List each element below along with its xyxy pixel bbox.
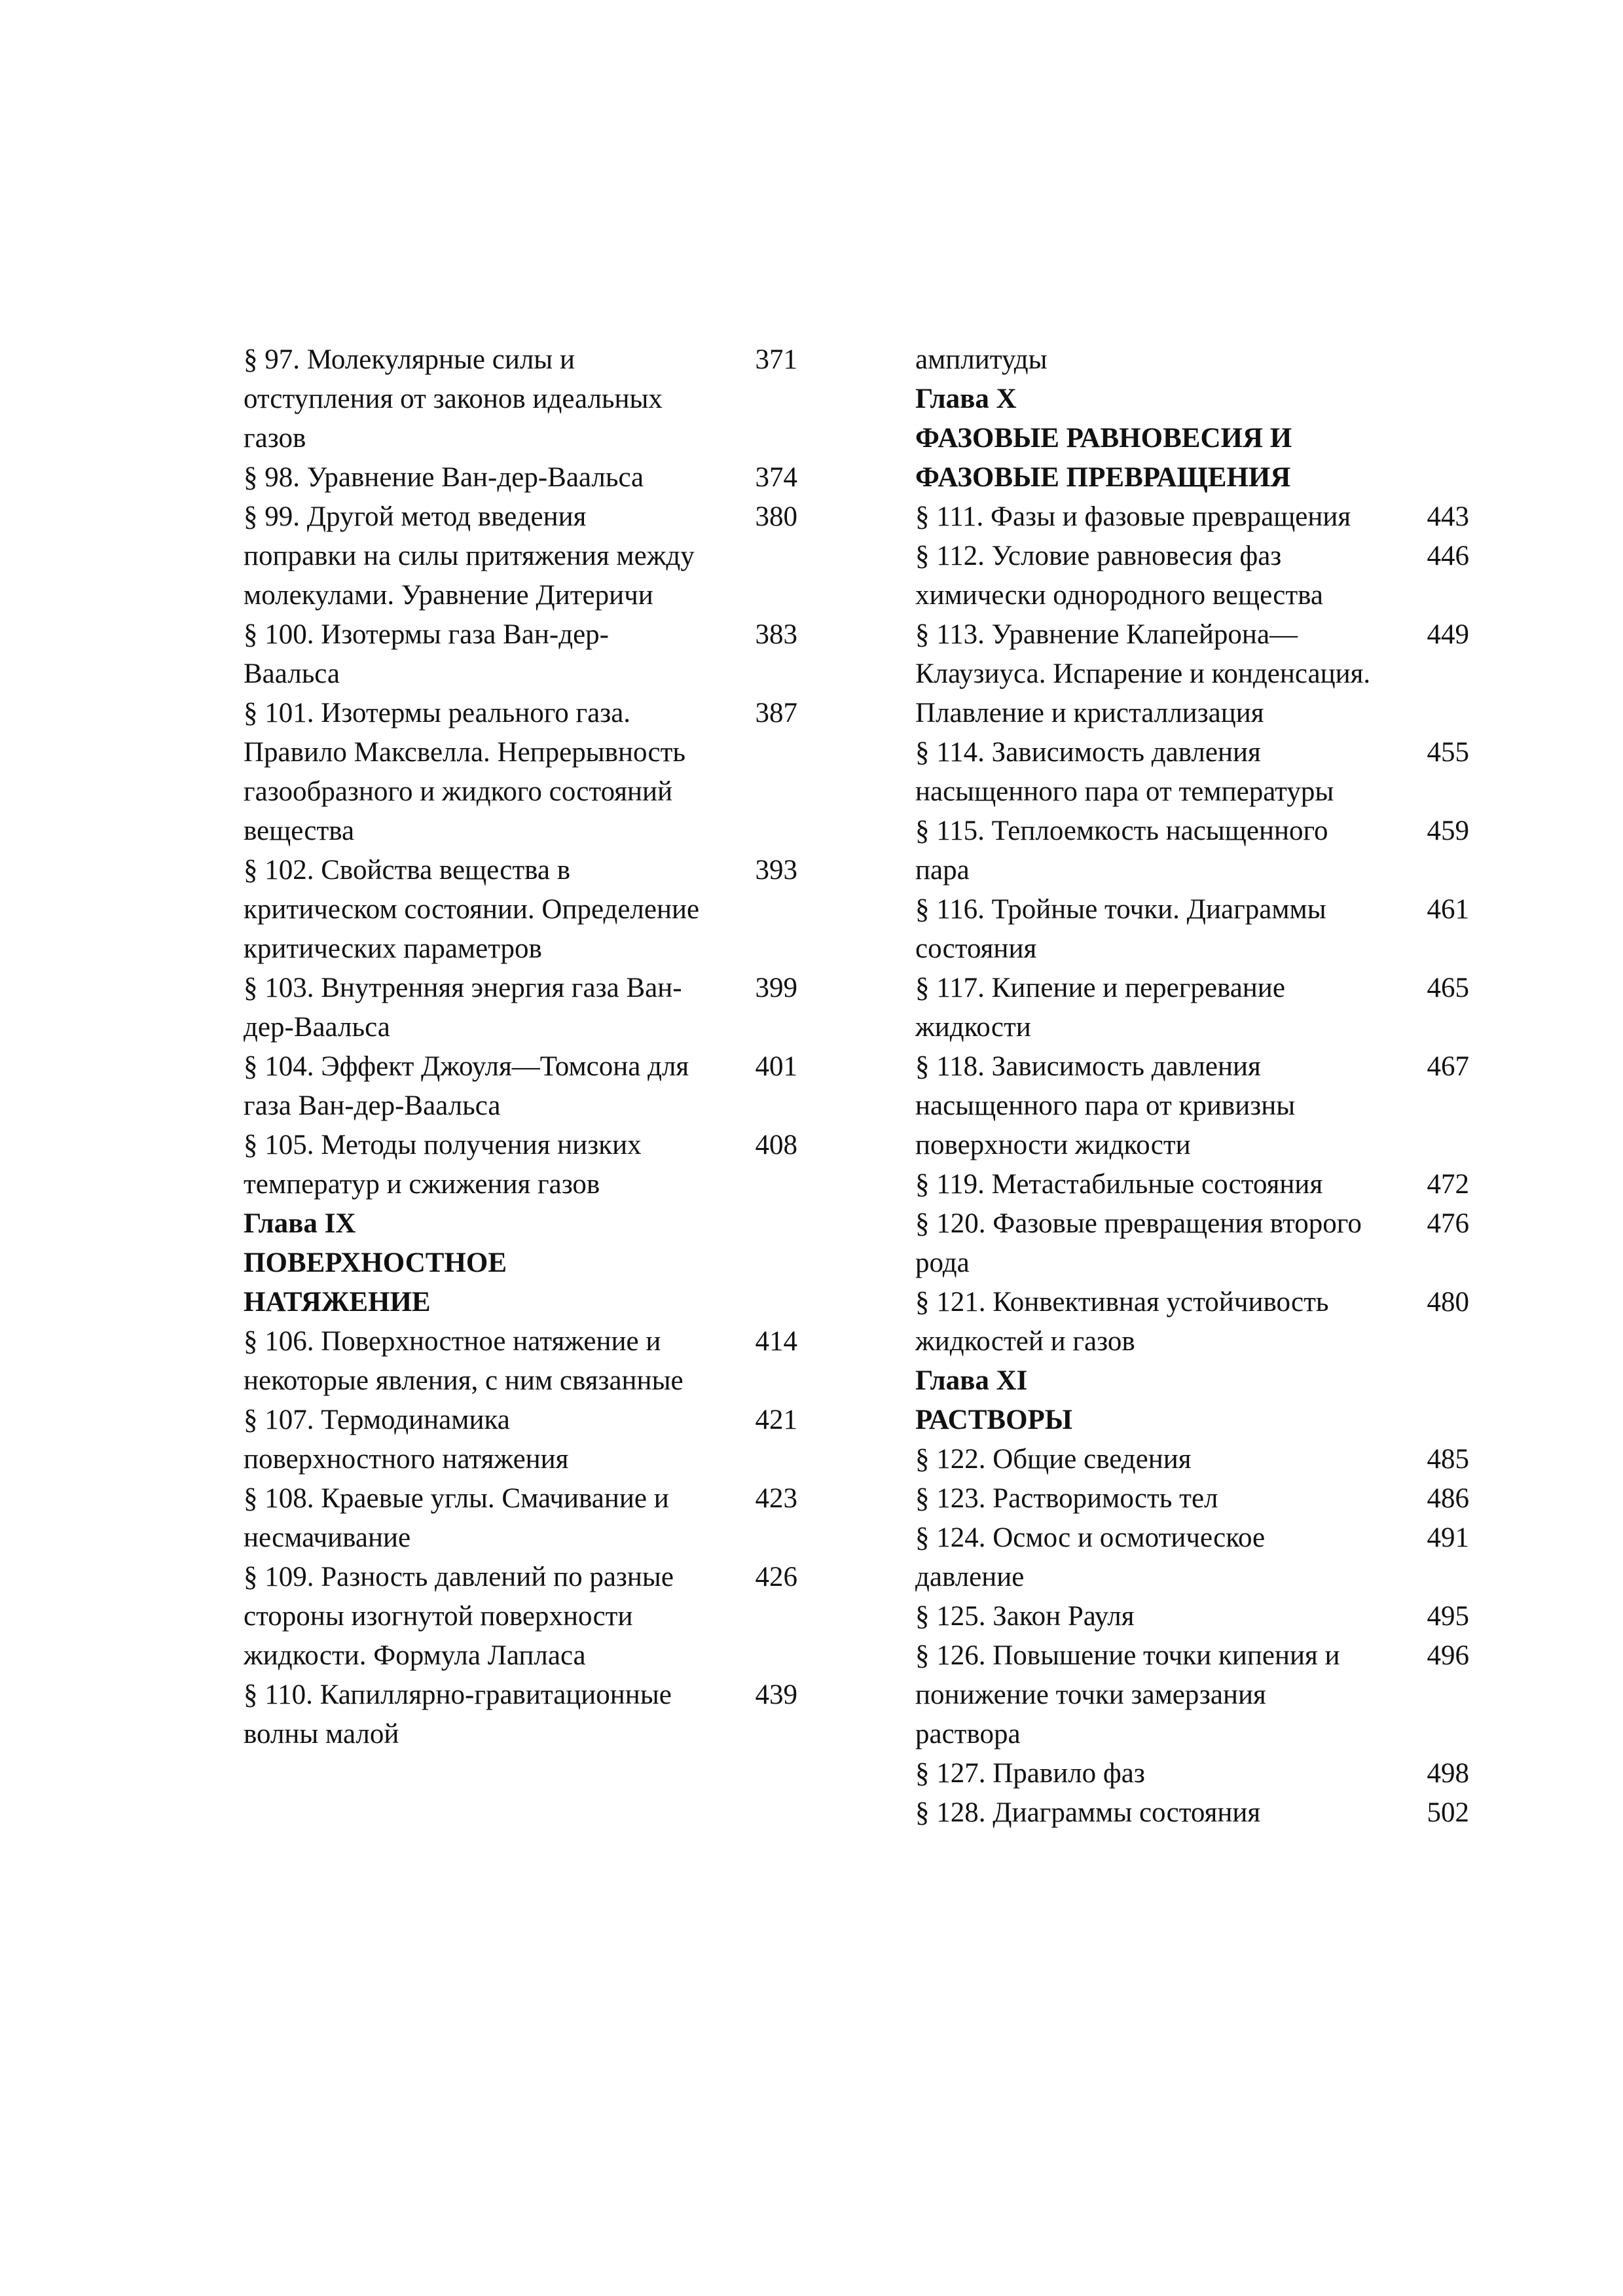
toc-entry <box>244 851 797 969</box>
toc-entry <box>915 615 1469 733</box>
toc-entry-title: § 121. Конвективная устойчивость жидкостей и газов <box>915 1287 1329 1357</box>
toc-entry-page-number: 408 <box>755 1130 797 1160</box>
toc-entry-title: § 102. Свойства вещества в критическом состоянии. Определение критических параметров <box>244 855 700 964</box>
toc-entry-page-number: 423 <box>755 1483 797 1514</box>
toc-entry-title: § 122. Общие сведения <box>915 1444 1192 1475</box>
toc-entry-title: § 104. Эффект Джоуля—Томсона для газа Ван-дер-Ваальса <box>244 1051 689 1121</box>
toc-entry-page-number: 414 <box>755 1326 797 1357</box>
toc-column-left <box>244 340 797 1754</box>
toc-entry <box>915 1204 1469 1283</box>
toc-entry-title: § 127. Правило фаз <box>915 1758 1145 1789</box>
toc-entry <box>915 497 1469 537</box>
toc-chapter-title: Глава X <box>915 384 1017 414</box>
toc-entry-title: § 115. Теплоемкость насыщенного пара <box>915 816 1328 886</box>
toc-entry <box>915 733 1469 812</box>
toc-entry-page-number: 383 <box>755 619 797 650</box>
toc-entry-title: § 123. Растворимость тел <box>915 1483 1218 1514</box>
toc-entry-page-number: 421 <box>755 1405 797 1435</box>
toc-entry-page-number: 439 <box>755 1679 797 1710</box>
toc-entry <box>244 1322 797 1401</box>
toc-chapter-title: Глава IX <box>244 1208 356 1239</box>
toc-entry-page-number: 387 <box>755 698 797 728</box>
toc-entry <box>915 812 1469 890</box>
toc-entry <box>915 969 1469 1047</box>
toc-entry-page-number: 502 <box>1427 1797 1469 1828</box>
toc-entry-title: § 128. Диаграммы состояния <box>915 1797 1261 1828</box>
toc-entry <box>244 340 797 458</box>
toc-entry-page-number: 449 <box>1427 619 1469 650</box>
toc-entry-title: § 124. Осмос и осмотическое давление <box>915 1522 1266 1592</box>
toc-entry <box>244 458 797 497</box>
toc-entry-title: § 107. Термодинамика поверхностного натяжения <box>244 1405 569 1475</box>
toc-entry <box>915 1165 1469 1204</box>
toc-entry <box>915 1636 1469 1754</box>
toc-entry-title: § 100. Изотермы газа Ван-дер-Ваальса <box>244 619 609 689</box>
toc-entry-page-number: 472 <box>1427 1169 1469 1200</box>
toc-entry-title: § 108. Краевые углы. Смачивание и несмачивание <box>244 1483 669 1553</box>
toc-entry-title: § 116. Тройные точки. Диаграммы состояния <box>915 894 1326 964</box>
toc-entry <box>244 615 797 694</box>
toc-column-right <box>915 340 1469 1833</box>
toc-entry-title: § 101. Изотермы реального газа. Правило Максвелла. Непрерывность газообразного и жидкого состояний вещества <box>244 698 686 846</box>
toc-entry-page-number: 371 <box>755 344 797 375</box>
toc-entry <box>244 694 797 851</box>
toc-entry-page-number: 393 <box>755 855 797 886</box>
toc-entry <box>915 1479 1469 1518</box>
toc-chapter-title: ПОВЕРХНОСТНОЕ НАТЯЖЕНИЕ <box>244 1247 507 1318</box>
toc-chapter-title: ФАЗОВЫЕ РАВНОВЕСИЯ И ФАЗОВЫЕ ПРЕВРАЩЕНИЯ <box>915 423 1292 493</box>
toc-entry-title: § 109. Разность давлений по разные стороны изогнутой поверхности жидкости. Формула Лапласа <box>244 1562 674 1671</box>
toc-entry-title: § 113. Уравнение Клапейрона—Клаузиуса. Испарение и конденсация. Плавление и кристаллизация <box>915 619 1371 728</box>
toc-entry-page-number: 465 <box>1427 973 1469 1003</box>
toc-entry-title: § 118. Зависимость давления насыщенного пара от кривизны поверхности жидкости <box>915 1051 1296 1160</box>
toc-entry <box>244 1558 797 1676</box>
toc-entry-title: § 114. Зависимость давления насыщенного пара от температуры <box>915 737 1334 807</box>
toc-entry-title: амплитуды <box>915 344 1048 375</box>
toc-entry-page-number: 498 <box>1427 1758 1469 1789</box>
toc-entry <box>244 1047 797 1126</box>
toc-entry <box>244 1126 797 1204</box>
toc-entry-page-number: 476 <box>1427 1208 1469 1239</box>
toc-entry-title: § 110. Капиллярно-гравитационные волны малой <box>244 1679 672 1749</box>
toc-entry-page-number: 486 <box>1427 1483 1469 1514</box>
toc-entry <box>915 1793 1469 1833</box>
toc-chapter-heading <box>244 1244 797 1322</box>
toc-entry <box>915 1754 1469 1793</box>
toc-entry-title: § 119. Метастабильные состояния <box>915 1169 1323 1200</box>
toc-entry <box>915 1518 1469 1597</box>
toc-entry <box>244 1676 797 1754</box>
toc-entry-page-number: 401 <box>755 1051 797 1082</box>
toc-entry <box>244 497 797 615</box>
toc-entry <box>915 1047 1469 1165</box>
toc-chapter-title: Глава XI <box>915 1365 1028 1396</box>
toc-entry-page-number: 443 <box>1427 501 1469 532</box>
toc-entry-title: § 98. Уравнение Ван-дер-Ваальса <box>244 462 644 493</box>
toc-entry-page-number: 467 <box>1427 1051 1469 1082</box>
toc-entry <box>915 890 1469 969</box>
toc-chapter-heading <box>915 419 1469 497</box>
toc-entry-title: § 97. Молекулярные силы и отступления от законов идеальных газов <box>244 344 663 454</box>
toc-chapter-heading <box>915 380 1469 419</box>
toc-entry-page-number: 426 <box>755 1562 797 1592</box>
toc-entry <box>915 1440 1469 1479</box>
toc-entry-title: § 120. Фазовые превращения второго рода <box>915 1208 1362 1278</box>
toc-entry <box>915 1597 1469 1636</box>
toc-entry-title: § 99. Другой метод введения поправки на силы притяжения между молекулами. Уравнение Дитеричи <box>244 501 695 611</box>
toc-entry <box>244 1479 797 1558</box>
toc-entry-title: § 103. Внутренняя энергия газа Ван-дер-Ваальса <box>244 973 682 1043</box>
toc-chapter-heading <box>244 1204 797 1244</box>
toc-entry-page-number: 459 <box>1427 816 1469 846</box>
toc-entry-title: § 106. Поверхностное натяжение и некоторые явления, с ним связанные <box>244 1326 684 1396</box>
toc-entry-page-number: 495 <box>1427 1601 1469 1632</box>
toc-entry <box>915 340 1469 380</box>
toc-entry <box>915 537 1469 615</box>
toc-entry-page-number: 380 <box>755 501 797 532</box>
toc-entry <box>244 969 797 1047</box>
toc-entry-title: § 112. Условие равновесия фаз химически однородного вещества <box>915 541 1323 611</box>
toc-entry-page-number: 455 <box>1427 737 1469 768</box>
toc-entry-title: § 125. Закон Рауля <box>915 1601 1135 1632</box>
toc-entry-title: § 111. Фазы и фазовые превращения <box>915 501 1351 532</box>
toc-entry-page-number: 399 <box>755 973 797 1003</box>
toc-entry-page-number: 374 <box>755 462 797 493</box>
toc-chapter-title: РАСТВОРЫ <box>915 1405 1073 1435</box>
toc-entry-title: § 117. Кипение и перегревание жидкости <box>915 973 1285 1043</box>
toc-entry-page-number: 491 <box>1427 1522 1469 1553</box>
toc-entry-page-number: 480 <box>1427 1287 1469 1318</box>
toc-entry-title: § 105. Методы получения низких температур и сжижения газов <box>244 1130 642 1200</box>
toc-entry-page-number: 485 <box>1427 1444 1469 1475</box>
toc-entry-title: § 126. Повышение точки кипения и понижение точки замерзания раствора <box>915 1640 1340 1749</box>
toc-entry <box>915 1283 1469 1361</box>
toc-entry <box>244 1401 797 1479</box>
toc-chapter-heading <box>915 1361 1469 1401</box>
toc-entry-page-number: 446 <box>1427 541 1469 571</box>
toc-chapter-heading <box>915 1401 1469 1440</box>
toc-entry-page-number: 461 <box>1427 894 1469 925</box>
toc-entry-page-number: 496 <box>1427 1640 1469 1671</box>
